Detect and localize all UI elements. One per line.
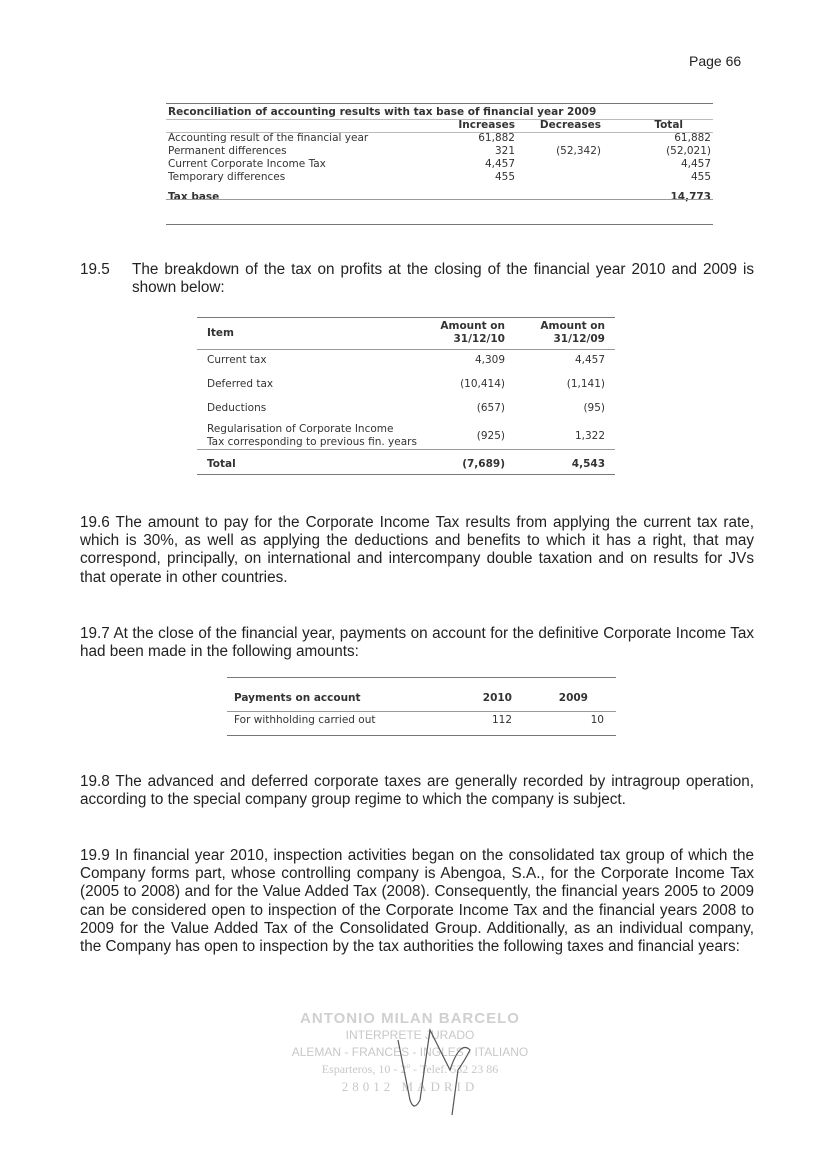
reconciliation-table [168, 106, 711, 204]
row-label: Current Corporate Income Tax [168, 158, 326, 170]
cell-increases: 321 [494, 145, 515, 157]
column-header-decreases: Decreases [539, 119, 601, 131]
column-header-2010-line2: 31/12/10 [453, 333, 505, 345]
table-rule [227, 735, 616, 736]
stamp-address: Esparteros, 10 - 2º - Telef. 532 23 86 [321, 1062, 499, 1076]
cell-2009: (1,141) [566, 377, 605, 390]
cell-2010: 4,309 [474, 353, 505, 366]
row-label-continued: Tax corresponding to previous fin. years [207, 436, 417, 448]
table-rule [197, 349, 615, 350]
cell-2010: 112 [491, 713, 512, 726]
table-row [207, 396, 605, 420]
cell-decreases [515, 132, 615, 145]
cell-decreases [515, 158, 615, 171]
footer-label: Total [207, 457, 236, 470]
cell-total: 455 [690, 171, 711, 183]
table-rule [166, 103, 713, 104]
row-label: Deductions [207, 401, 267, 414]
row-label: Current tax [207, 353, 267, 366]
table-row [207, 348, 605, 372]
cell-2010: (657) [476, 401, 505, 414]
column-header-2009-line2: 31/12/09 [553, 333, 605, 345]
footer-2010: (7,689) [462, 457, 505, 470]
table-rule [166, 119, 713, 120]
row-label: Regularisation of Corporate Income [207, 423, 394, 435]
cell-2009: 4,457 [574, 353, 605, 366]
column-header-2010-line1: Amount on [440, 320, 505, 332]
section-19-8-text: 19.8 The advanced and deferred corporate taxes are generally recorded by intragroup operation, according to the special company group regime to which the company is subject. [80, 773, 754, 809]
payments-table [234, 688, 604, 732]
row-label: Accounting result of the financial year [168, 132, 369, 144]
row-label: For withholding carried out [234, 713, 376, 726]
row-label: Permanent differences [168, 145, 287, 157]
section-19-7-text: 19.7 At the close of the financial year, payments on account for the definitive Corporate Income Tax had been made in the following amounts: [80, 625, 754, 661]
cell-increases: 455 [494, 171, 515, 183]
cell-decreases [515, 171, 615, 184]
cell-total: 4,457 [680, 158, 711, 170]
cell-total: 61,882 [674, 132, 711, 144]
stamp-title: INTERPRETE JURADO [345, 1028, 475, 1042]
cell-2010: (10,414) [460, 377, 505, 390]
table-footer-row [168, 184, 711, 204]
row-label: Deferred tax [207, 377, 274, 390]
cell-total: (52,021) [666, 145, 711, 157]
cell-decreases: (52,342) [556, 145, 601, 157]
cell-2009: 10 [590, 713, 604, 726]
stamp-languages: ALEMAN - FRANCES - INGLES - ITALIANO [291, 1045, 529, 1059]
cell-increases: 4,457 [484, 158, 515, 170]
signature-icon [390, 1020, 510, 1130]
section-19-9-text: 19.9 In financial year 2010, inspection activities began on the consolidated tax group of which the Company forms part, whose controlling company is Abengoa, S.A., for the Corporate Income Tax (2005 to 2008) and for the Value Added Tax (2008). Consequently, the financial years 2005 to 2009 can be considered open to inspection of the Corporate Income Tax and the financial years 2008 to 2009 for the Value Added Tax of the Consolidated Group. Additionally, as an individual company, the Company has open to inspection by the tax authorities the following taxes and financial years: [80, 847, 754, 956]
table-rule [197, 449, 615, 450]
table-rule [166, 224, 713, 225]
table-footer-row [207, 452, 605, 476]
footer-total: 14,773 [670, 191, 711, 203]
column-header-payments: Payments on account [234, 691, 361, 704]
cell-2010: (925) [476, 429, 505, 442]
column-header [168, 119, 418, 132]
column-header-total: Total [654, 119, 683, 131]
table-row [168, 158, 711, 171]
table-header-row [207, 318, 605, 348]
translator-stamp [290, 1010, 530, 1095]
column-header-item: Item [207, 326, 234, 339]
section-19-5-text: The breakdown of the tax on profits at the closing of the financial year 2010 and 2009 is shown below: [132, 261, 754, 297]
table-rule [166, 199, 713, 200]
cell-2009: (95) [583, 401, 605, 414]
section-19-6-text: 19.6 The amount to pay for the Corporate Income Tax results from applying the current tax rate, which is 30%, as well as applying the deductions and benefits to which it has a right, that may correspond, principally, on international and intercompany double taxation and on results for JVs that operate in other countries. [80, 514, 754, 586]
table-title: Reconciliation of accounting results with tax base of financial year 2009 [168, 106, 597, 118]
table-rule [227, 677, 616, 678]
table-header-row [234, 688, 604, 708]
table-row [168, 145, 711, 158]
table-row [168, 132, 711, 145]
table-row [207, 372, 605, 396]
section-number-19-5: 19.5 [80, 261, 110, 278]
column-header-2009-line1: Amount on [540, 320, 605, 332]
cell-increases: 61,882 [478, 132, 515, 144]
column-header-2010: 2010 [482, 691, 512, 704]
table-row [168, 171, 711, 184]
cell-2009: 1,322 [574, 429, 605, 442]
table-rule [197, 474, 615, 475]
table-row [207, 420, 605, 452]
table-rule [166, 132, 713, 133]
stamp-city: 28012 MADRID [341, 1079, 479, 1094]
row-label: Temporary differences [168, 171, 286, 183]
footer-2009: 4,543 [571, 457, 605, 470]
page-number: Page 66 [689, 53, 742, 69]
column-header-2009: 2009 [558, 691, 588, 704]
table-rule [227, 711, 616, 712]
tax-breakdown-table [207, 318, 605, 476]
footer-label: Tax base [168, 191, 220, 203]
stamp-name: ANTONIO MILAN BARCELO [300, 1010, 520, 1027]
column-header-increases: Increases [458, 119, 515, 131]
